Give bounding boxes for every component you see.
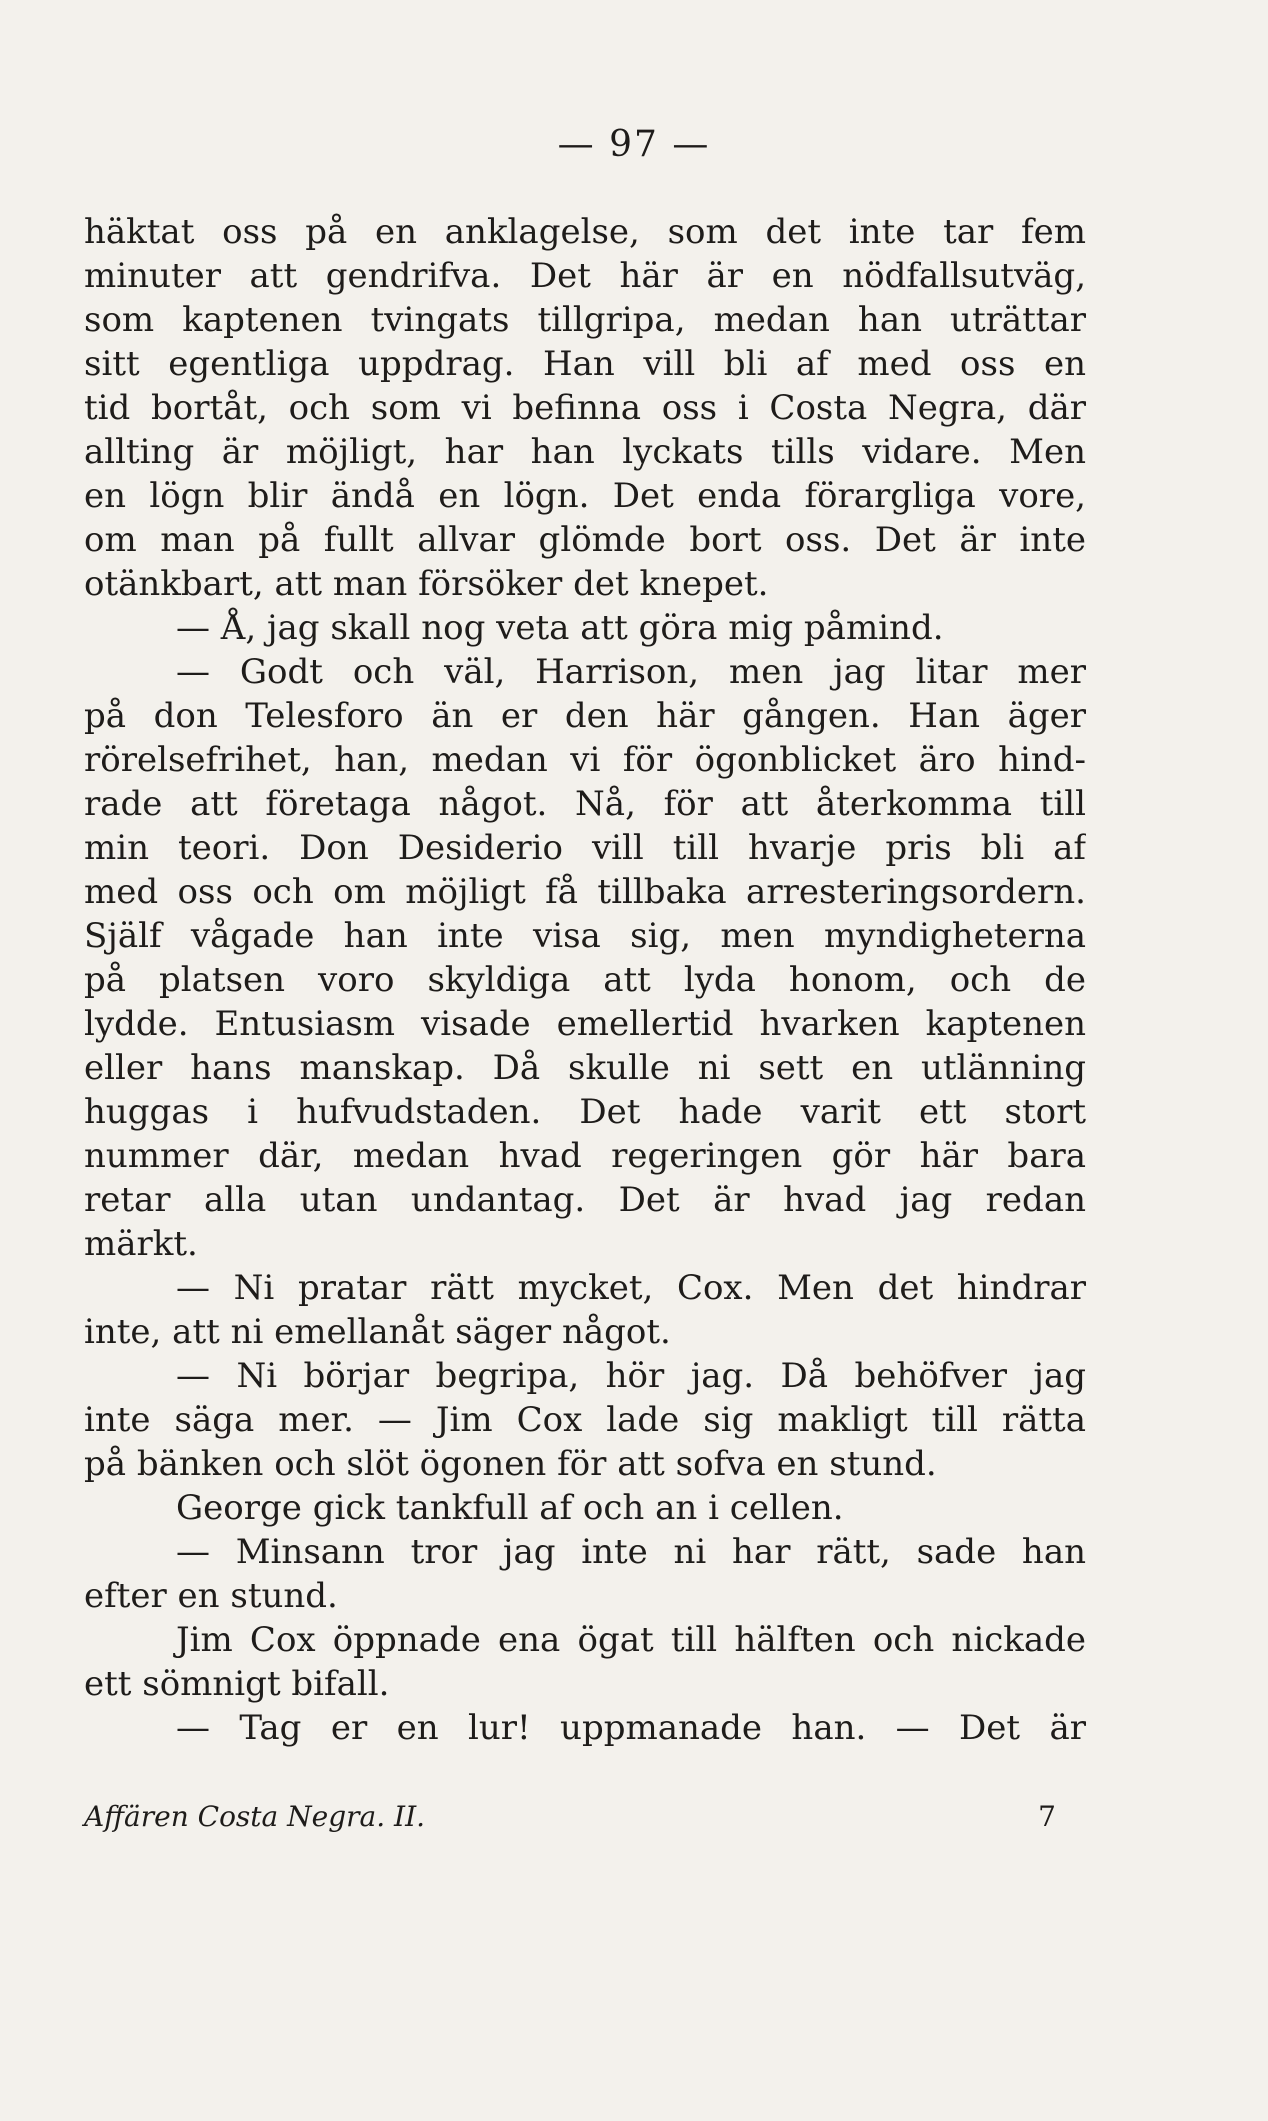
text-line: inte, att ni emellanåt säger något. bbox=[84, 1312, 671, 1352]
text-line: efter en stund. bbox=[84, 1576, 338, 1616]
text-line: Jim Cox öppnade ena ögat till hälften och nickade bbox=[176, 1620, 1086, 1660]
text-line: på platsen voro skyldiga att lyda honom, och de bbox=[84, 960, 1086, 1000]
text-line: som kaptenen tvingats tillgripa, medan han uträttar bbox=[84, 300, 1086, 340]
text-line: huggas i hufvudstaden. Det hade varit ett stort bbox=[84, 1092, 1086, 1132]
paragraph bbox=[84, 1486, 1086, 1530]
text-line: minuter att gendrifva. Det här är en nödfallsutväg, bbox=[84, 256, 1086, 296]
paragraph bbox=[84, 650, 1086, 1266]
body-text bbox=[84, 210, 1086, 1750]
text-line: min teori. Don Desiderio vill till hvarje pris bli af bbox=[84, 828, 1086, 868]
text-line: — Ni pratar rätt mycket, Cox. Men det hindrar bbox=[176, 1268, 1086, 1308]
paragraph bbox=[84, 1530, 1086, 1618]
footer-book-title: Affären Costa Negra. II. bbox=[84, 1800, 426, 1833]
paragraph bbox=[84, 1706, 1086, 1750]
text-line: retar alla utan undantag. Det är hvad jag redan bbox=[84, 1180, 1086, 1220]
paragraph bbox=[84, 1266, 1086, 1354]
text-line: på don Telesforo än er den här gången. Han äger bbox=[84, 696, 1086, 736]
paragraph bbox=[84, 210, 1086, 606]
paragraph bbox=[84, 1618, 1086, 1706]
text-line: — Tag er en lur! uppmanade han. — Det är bbox=[176, 1708, 1086, 1748]
text-line: ett sömnigt bifall. bbox=[84, 1664, 390, 1704]
text-line: allting är möjligt, har han lyckats tills vidare. Men bbox=[84, 432, 1086, 472]
text-line: märkt. bbox=[84, 1224, 198, 1264]
text-line: lydde. Entusiasm visade emellertid hvarken kaptenen bbox=[84, 1004, 1086, 1044]
text-line: tid bortåt, och som vi befinna oss i Costa Negra, där bbox=[84, 388, 1086, 428]
text-line: med oss och om möjligt få tillbaka arresteringsordern. bbox=[84, 872, 1086, 912]
text-line: nummer där, medan hvad regeringen gör här bara bbox=[84, 1136, 1086, 1176]
text-line: inte säga mer. — Jim Cox lade sig makligt till rätta bbox=[84, 1400, 1086, 1440]
text-line: — Å, jag skall nog veta att göra mig påmind. bbox=[176, 608, 944, 648]
text-line: rade att företaga något. Nå, för att återkomma till bbox=[84, 784, 1086, 824]
footer-signature-mark: 7 bbox=[1038, 1800, 1056, 1833]
text-line: Själf vågade han inte visa sig, men myndigheterna bbox=[84, 916, 1086, 956]
text-line: på bänken och slöt ögonen för att sofva en stund. bbox=[84, 1444, 937, 1484]
text-line: George gick tankfull af och an i cellen. bbox=[176, 1488, 844, 1528]
page-footer bbox=[84, 1800, 1056, 1840]
text-line: häktat oss på en anklagelse, som det inte tar fem bbox=[84, 212, 1086, 252]
page-number: — 97 — bbox=[557, 124, 711, 165]
text-line: eller hans manskap. Då skulle ni sett en utlänning bbox=[84, 1048, 1086, 1088]
text-line: en lögn blir ändå en lögn. Det enda förargliga vore, bbox=[84, 476, 1086, 516]
paragraph bbox=[84, 1354, 1086, 1486]
paragraph bbox=[84, 606, 1086, 650]
text-line: rörelsefrihet, han, medan vi för ögonblicket äro hind- bbox=[84, 740, 1086, 780]
text-line: — Godt och väl, Harrison, men jag litar mer bbox=[176, 652, 1086, 692]
text-line: — Minsann tror jag inte ni har rätt, sade han bbox=[176, 1532, 1086, 1572]
text-line: otänkbart, att man försöker det knepet. bbox=[84, 564, 769, 604]
text-line: — Ni börjar begripa, hör jag. Då behöfver jag bbox=[176, 1356, 1086, 1396]
text-line: sitt egentliga uppdrag. Han vill bli af med oss en bbox=[84, 344, 1086, 384]
text-line: om man på fullt allvar glömde bort oss. Det är inte bbox=[84, 520, 1086, 560]
